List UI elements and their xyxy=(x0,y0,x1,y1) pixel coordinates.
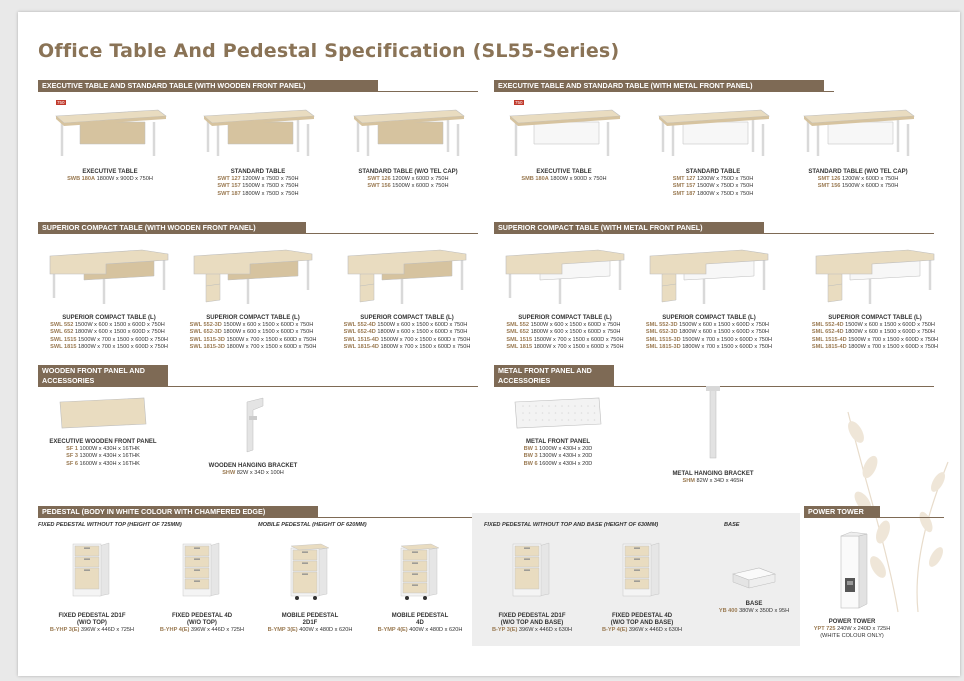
spec-row xyxy=(812,337,938,344)
power-tower-image xyxy=(802,530,902,615)
dimensions: 1800W x 600 x 1500 x 600D x 750H xyxy=(677,329,769,336)
compact-metal-item-1 xyxy=(636,240,782,353)
dimensions: 1800W x 600 x 1500 x 600D x 750H xyxy=(221,329,314,336)
spec-row xyxy=(788,176,928,183)
model-code: SWL 552 xyxy=(50,322,74,328)
dimensions: 1600W x 430H x 16THK xyxy=(77,460,140,467)
exec-wood-item-1-specs xyxy=(188,176,328,198)
pedestal-item-6-specs xyxy=(698,608,810,615)
dimensions: 1200W x 750D x 750H xyxy=(695,176,754,182)
wood-hanging-bracket xyxy=(198,396,308,477)
wood-front-panel xyxy=(38,396,168,470)
dimensions: 1800W x 750D x 750H xyxy=(695,190,754,197)
catalog-page xyxy=(18,12,960,676)
model-code: SML 1515-3D xyxy=(645,336,681,343)
spec-row xyxy=(364,627,476,634)
model-code: SMT 156 xyxy=(817,183,841,190)
spec-row xyxy=(643,176,783,183)
compact-metal-item-1-caption: SUPERIOR COMPACT TABLE (L) xyxy=(662,315,756,321)
spec-row xyxy=(344,337,471,344)
spec-row xyxy=(506,322,623,329)
model-code: SWT 127 xyxy=(217,176,241,182)
model-code: SML 1815-3D xyxy=(645,344,681,351)
exec-metal-item-2-image xyxy=(788,100,928,165)
spec-row xyxy=(190,337,317,344)
spec-row xyxy=(188,183,328,190)
dimensions: 1800W x 700 x 1500 x 600D x 750H xyxy=(532,344,624,351)
exec-metal-item-2-caption: STANDARD TABLE (W/O TEL CAP) xyxy=(808,169,908,175)
pedestal-subcaption-mobile: MOBILE PEDESTAL (HEIGHT OF 620MM) xyxy=(258,522,367,528)
wood-hanging-bracket-image xyxy=(198,396,308,459)
spec-row xyxy=(344,322,471,329)
model-code: SWL 1815 xyxy=(50,344,77,351)
spec-row xyxy=(66,461,140,468)
exec-wood-item-2-image xyxy=(338,100,478,165)
spec-row xyxy=(66,446,140,453)
power-tower-note: (WHITE COLOUR ONLY) xyxy=(820,633,884,640)
pedestal-item-2-subcaption: 2D1F xyxy=(302,620,318,626)
model-code: YB 400 xyxy=(718,608,738,614)
spec-row xyxy=(66,453,140,460)
dimensions: 1500W x 700 x 1500 x 600D x 750H xyxy=(224,336,317,343)
model-code: SWL 652 xyxy=(50,329,74,336)
spec-row xyxy=(658,478,768,485)
dimension-tag: 750 xyxy=(57,100,65,105)
pedestal-item-1-subcaption: (W/O TOP) xyxy=(187,620,217,626)
pedestal-item-3-specs xyxy=(364,627,476,634)
dimensions: 1800W x 700 x 1500 x 600D x 750H xyxy=(378,344,471,351)
model-code: B-YP 3(E) xyxy=(491,627,518,633)
model-code: SWT 157 xyxy=(217,183,241,190)
model-code: B-YMP 3(E) xyxy=(267,627,298,633)
dimensions: 1500W x 750D x 750H xyxy=(695,183,754,190)
dimensions: 1800W x 700 x 1500 x 600D x 750H xyxy=(224,344,317,351)
model-code: SML 652-3D xyxy=(645,329,678,336)
pedestal-item-4 xyxy=(476,540,588,634)
spec-row xyxy=(506,329,623,336)
model-code: B-YMP 4(E) xyxy=(377,627,408,633)
dimensions: 1800W x 750D x 750H xyxy=(240,190,299,197)
section-metal-panel: METAL FRONT PANEL AND ACCESSORIES xyxy=(494,365,614,386)
pedestal-item-3 xyxy=(364,540,476,634)
spec-row xyxy=(338,176,478,183)
compact-metal-item-2-caption: SUPERIOR COMPACT TABLE (L) xyxy=(828,315,922,321)
spec-row xyxy=(646,322,772,329)
dimensions: 1500W x 600 x 1500 x 600D x 750H xyxy=(677,322,769,328)
pedestal-item-0-image xyxy=(36,540,148,609)
spec-row xyxy=(524,446,593,453)
model-code: B-YP 4(E) xyxy=(601,627,628,633)
page-title: Office Table And Pedestal Specification (SL55-Series) xyxy=(38,40,620,62)
spec-row xyxy=(802,626,902,633)
dimensions: 1800W x 900D x 750H xyxy=(548,176,607,182)
model-code: SMT 126 xyxy=(817,176,841,182)
exec-wood-item-0-image xyxy=(40,100,180,165)
model-code: B-YHP 3(E) xyxy=(49,627,80,633)
model-code: SWL 552-3D xyxy=(189,322,222,328)
model-code: SWL 552-4D xyxy=(343,322,376,328)
dimensions: 1800W x 600 x 1500 x 600D x 750H xyxy=(843,329,935,336)
spec-row xyxy=(146,627,258,634)
model-code: SWT 187 xyxy=(217,190,241,197)
compact-metal-item-0 xyxy=(492,240,638,353)
model-code: BW 1 xyxy=(523,446,538,452)
spec-row xyxy=(338,183,478,190)
compact-metal-item-0-specs xyxy=(506,322,623,352)
compact-metal-item-1-image xyxy=(636,240,782,311)
compact-metal-item-2-specs xyxy=(812,322,938,352)
dimensions: 1500W x 600D x 750H xyxy=(840,183,899,190)
metal-hanging-bracket xyxy=(658,382,768,485)
metal-front-panel xyxy=(508,396,608,470)
spec-row xyxy=(198,470,308,477)
dimensions: 1200W x 750D x 750H xyxy=(240,176,299,182)
model-code: SF 3 xyxy=(66,453,78,460)
spec-row xyxy=(344,329,471,336)
metal-front-panel-caption: METAL FRONT PANEL xyxy=(526,439,590,445)
model-code: SML 1515 xyxy=(506,336,533,343)
dimensions: 1500W x 600 x 1500 x 600D x 750H xyxy=(529,322,621,328)
dimensions: 396W x 446D x 725H xyxy=(79,627,135,633)
section-wood-panel: WOODEN FRONT PANEL AND ACCESSORIES xyxy=(38,365,168,386)
spec-row xyxy=(698,608,810,615)
dimensions: 1500W x 600 x 1500 x 600D x 750H xyxy=(375,322,468,328)
compact-wood-item-0-image xyxy=(36,240,182,311)
spec-row xyxy=(50,344,168,351)
pedestal-item-4-subcaption: (W/O TOP AND BASE) xyxy=(500,620,564,626)
pedestal-item-1-image xyxy=(146,540,258,609)
pedestal-item-5 xyxy=(586,540,698,634)
metal-hanging-bracket-image xyxy=(658,382,768,467)
pedestal-item-4-image xyxy=(476,540,588,609)
dimensions: 1500W x 700 x 1500 x 600D x 750H xyxy=(378,336,471,343)
exec-metal-item-1-caption: STANDARD TABLE xyxy=(685,169,741,175)
pedestal-item-1-caption: FIXED PEDESTAL 4D xyxy=(171,613,233,619)
wood-hanging-bracket-caption: WOODEN HANGING BRACKET xyxy=(208,463,298,469)
pedestal-item-0 xyxy=(36,540,148,634)
spec-row xyxy=(344,344,471,351)
exec-wood-item-0-specs xyxy=(40,176,180,183)
exec-metal-item-1 xyxy=(643,100,783,198)
model-code: SMB 180A xyxy=(521,176,549,182)
model-code: SWL 1815-4D xyxy=(343,344,379,351)
exec-wood-item-2-specs xyxy=(338,176,478,191)
spec-row xyxy=(190,329,317,336)
model-code: SMT 127 xyxy=(672,176,696,182)
model-code: SML 652-4D xyxy=(811,329,844,336)
section-exec-wood: EXECUTIVE TABLE AND STANDARD TABLE (WITH WOODEN FRONT PANEL) xyxy=(38,80,378,91)
spec-row xyxy=(506,344,623,351)
pedestal-item-5-image xyxy=(586,540,698,609)
spec-row xyxy=(646,344,772,351)
model-code: SML 1815-4D xyxy=(811,344,847,351)
pedestal-subcaption-fixed: FIXED PEDESTAL WITHOUT TOP (HEIGHT OF 725MM) xyxy=(38,522,182,528)
spec-row xyxy=(812,329,938,336)
dimensions: 1500W x 600 x 1500 x 600D x 750H xyxy=(843,322,935,328)
pedestal-item-3-caption: MOBILE PEDESTAL xyxy=(391,613,449,619)
spec-row xyxy=(188,176,328,183)
dimensions: 1800W x 700 x 1500 x 600D x 750H xyxy=(680,344,773,351)
compact-wood-item-1-image xyxy=(180,240,326,311)
pedestal-item-6 xyxy=(698,540,810,615)
wood-hanging-bracket-specs xyxy=(198,470,308,477)
model-code: SWL 1515 xyxy=(50,336,77,343)
model-code: SML 552-4D xyxy=(811,322,844,328)
compact-wood-item-0-specs xyxy=(50,322,168,352)
dimensions: 1800W x 900D x 750H xyxy=(95,176,153,182)
spec-row xyxy=(788,183,928,190)
spec-row xyxy=(190,322,317,329)
compact-wood-item-2 xyxy=(334,240,480,353)
model-code: SWL 1515-4D xyxy=(343,336,379,343)
compact-wood-item-2-image xyxy=(334,240,480,311)
dimensions: 1300W x 430H x 16THK xyxy=(77,453,140,460)
model-code: SWT 126 xyxy=(367,176,391,182)
dimensions: 1500W x 600 x 1500 x 600D x 750H xyxy=(221,322,314,328)
model-code: SWT 156 xyxy=(367,183,391,190)
model-code: SWL 652-4D xyxy=(343,329,376,336)
section-compact-metal: SUPERIOR COMPACT TABLE (WITH METAL FRONT PANEL) xyxy=(494,222,764,233)
exec-wood-item-0-caption: EXECUTIVE TABLE xyxy=(82,169,138,175)
dimensions: 1800W x 600 x 1500 x 600D x 750H xyxy=(73,329,165,336)
model-code: SHM xyxy=(682,478,695,484)
model-code: B-YHP 4(E) xyxy=(159,627,190,633)
spec-row xyxy=(586,627,698,634)
spec-row xyxy=(50,329,168,336)
pedestal-item-4-specs xyxy=(476,627,588,634)
spec-row xyxy=(643,191,783,198)
exec-wood-item-1-image xyxy=(188,100,328,165)
model-code: SF 6 xyxy=(66,460,78,467)
dimensions: 240W x 240D x 725H xyxy=(835,626,891,632)
model-code: SMT 157 xyxy=(672,183,696,190)
section-power-tower: POWER TOWER xyxy=(804,506,880,517)
wood-front-panel-specs xyxy=(66,446,140,468)
dimensions: 1300W x 430H x 20D xyxy=(537,453,593,460)
model-code: SWL 1515-3D xyxy=(189,336,225,343)
metal-front-panel-image xyxy=(508,396,608,435)
spec-row xyxy=(524,461,593,468)
compact-wood-item-0 xyxy=(36,240,182,353)
spec-row xyxy=(476,627,588,634)
pedestal-item-0-specs xyxy=(36,627,148,634)
pedestal-item-1-specs xyxy=(146,627,258,634)
dimensions: 400W x 480D x 620H xyxy=(407,627,463,633)
dimensions: 1500W x 750D x 750H xyxy=(240,183,299,190)
pedestal-item-2-image xyxy=(254,540,366,609)
dimensions: 1800W x 600 x 1500 x 600D x 750H xyxy=(375,329,468,336)
pedestal-item-1 xyxy=(146,540,258,634)
pedestal-item-3-subcaption: 4D xyxy=(416,620,424,626)
dimensions: 380W x 350D x 95H xyxy=(737,608,790,614)
power-tower xyxy=(802,530,902,641)
exec-wood-item-2-caption: STANDARD TABLE (W/O TEL CAP) xyxy=(358,169,458,175)
compact-metal-item-0-image xyxy=(492,240,638,311)
pedestal-subcaption-base: BASE xyxy=(724,522,740,528)
model-code: BW 6 xyxy=(523,460,538,467)
dimensions: 1000W x 430H x 20D xyxy=(537,446,593,452)
dimensions: 1500W x 600D x 750H xyxy=(390,183,449,190)
compact-wood-item-1 xyxy=(180,240,326,353)
compact-metal-item-0-caption: SUPERIOR COMPACT TABLE (L) xyxy=(518,315,612,321)
dimensions: 400W x 480D x 620H xyxy=(297,627,353,633)
model-code: SWL 652-3D xyxy=(189,329,222,336)
exec-metal-item-0-image xyxy=(494,100,634,165)
metal-front-panel-specs xyxy=(524,446,593,468)
compact-wood-item-1-specs xyxy=(190,322,317,352)
exec-metal-item-0 xyxy=(494,100,634,183)
compact-metal-item-2-image xyxy=(802,240,948,311)
section-exec-metal: EXECUTIVE TABLE AND STANDARD TABLE (WITH METAL FRONT PANEL) xyxy=(494,80,824,91)
spec-row xyxy=(40,176,180,183)
spec-row xyxy=(254,627,366,634)
dimensions: 396W x 446D x 630H xyxy=(517,627,573,633)
model-code: SML 552-3D xyxy=(645,322,678,328)
exec-metal-item-2 xyxy=(788,100,928,191)
dimensions: 1800W x 600 x 1500 x 600D x 750H xyxy=(529,329,621,336)
compact-wood-item-0-caption: SUPERIOR COMPACT TABLE (L) xyxy=(62,315,156,321)
exec-wood-item-2 xyxy=(338,100,478,191)
power-tower-specs xyxy=(802,626,902,633)
dimensions: 1500W x 700 x 1500 x 600D x 750H xyxy=(532,336,624,343)
compact-wood-item-2-caption: SUPERIOR COMPACT TABLE (L) xyxy=(360,315,454,321)
model-code: SML 552 xyxy=(506,322,530,328)
dimensions: 1000W x 430H x 16THK xyxy=(77,446,140,452)
spec-row xyxy=(50,322,168,329)
spec-row xyxy=(494,176,634,183)
dimension-tag: 750 xyxy=(515,100,523,105)
dimensions: 1800W x 700 x 1500 x 600D x 750H xyxy=(76,344,168,351)
dimensions: 1800W x 700 x 1500 x 600D x 750H xyxy=(846,344,939,351)
power-tower-caption: POWER TOWER xyxy=(828,619,876,625)
metal-hanging-bracket-caption: METAL HANGING BRACKET xyxy=(672,471,754,477)
metal-hanging-bracket-specs xyxy=(658,478,768,485)
spec-row xyxy=(643,183,783,190)
dimensions: 1200W x 600D x 750H xyxy=(840,176,899,182)
dimensions: 1500W x 700 x 1500 x 600D x 750H xyxy=(76,336,168,343)
compact-wood-item-2-specs xyxy=(344,322,471,352)
spec-row xyxy=(188,191,328,198)
model-code: SML 652 xyxy=(506,329,530,336)
compact-wood-item-1-caption: SUPERIOR COMPACT TABLE (L) xyxy=(206,315,300,321)
exec-wood-item-0 xyxy=(40,100,180,183)
pedestal-item-4-caption: FIXED PEDESTAL 2D1F xyxy=(498,613,566,619)
exec-metal-item-0-caption: EXECUTIVE TABLE xyxy=(536,169,592,175)
wood-front-panel-image xyxy=(38,396,168,435)
dimensions: 82W x 34D x 100H xyxy=(235,470,284,476)
pedestal-item-2-specs xyxy=(254,627,366,634)
spec-row xyxy=(646,329,772,336)
dimensions: 396W x 446D x 725H xyxy=(189,627,245,633)
pedestal-item-5-subcaption: (W/O TOP AND BASE) xyxy=(610,620,674,626)
exec-metal-item-1-image xyxy=(643,100,783,165)
dimensions: 1500W x 600 x 1500 x 600D x 750H xyxy=(73,322,165,328)
dimensions: 82W x 34D x 465H xyxy=(694,478,744,484)
pedestal-item-5-caption: FIXED PEDESTAL 4D xyxy=(611,613,673,619)
exec-metal-item-0-specs xyxy=(494,176,634,183)
spec-row xyxy=(36,627,148,634)
spec-row xyxy=(190,344,317,351)
section-pedestal: PEDESTAL (BODY IN WHITE COLOUR WITH CHAMFERED EDGE) xyxy=(38,506,318,517)
model-code: SML 1815 xyxy=(506,344,533,351)
model-code: SHW xyxy=(222,470,236,476)
pedestal-item-0-caption: FIXED PEDESTAL 2D1F xyxy=(58,613,126,619)
spec-row xyxy=(646,337,772,344)
dimensions: 1500W x 700 x 1500 x 600D x 750H xyxy=(846,336,939,343)
spec-row xyxy=(50,337,168,344)
pedestal-subcaption-fixed_no_base: FIXED PEDESTAL WITHOUT TOP AND BASE (HEIGHT OF 630MM) xyxy=(484,522,659,528)
exec-wood-item-1 xyxy=(188,100,328,198)
compact-metal-item-2 xyxy=(802,240,948,353)
spec-row xyxy=(812,322,938,329)
compact-metal-item-1-specs xyxy=(646,322,772,352)
model-code: SML 1515-4D xyxy=(811,336,847,343)
wood-front-panel-caption: EXECUTIVE WOODEN FRONT PANEL xyxy=(49,439,157,445)
pedestal-item-5-specs xyxy=(586,627,698,634)
exec-metal-item-1-specs xyxy=(643,176,783,198)
dimensions: 396W x 446D x 630H xyxy=(627,627,683,633)
model-code: YPT 725 xyxy=(813,626,836,632)
spec-row xyxy=(812,344,938,351)
dimensions: 1200W x 600D x 750H xyxy=(390,176,449,182)
model-code: SMT 187 xyxy=(672,190,696,197)
model-code: SWB 180A xyxy=(67,176,96,182)
pedestal-item-6-image xyxy=(698,562,810,597)
pedestal-item-2-caption: MOBILE PEDESTAL xyxy=(281,613,339,619)
exec-metal-item-2-specs xyxy=(788,176,928,191)
exec-wood-item-1-caption: STANDARD TABLE xyxy=(230,169,286,175)
model-code: SWL 1815-3D xyxy=(189,344,225,351)
section-compact-wood: SUPERIOR COMPACT TABLE (WITH WOODEN FRONT PANEL) xyxy=(38,222,306,233)
pedestal-item-2 xyxy=(254,540,366,634)
model-code: BW 3 xyxy=(523,453,538,460)
pedestal-item-3-image xyxy=(364,540,476,609)
model-code: SF 1 xyxy=(66,446,78,452)
pedestal-item-0-subcaption: (W/O TOP) xyxy=(77,620,107,626)
spec-row xyxy=(506,337,623,344)
dimensions: 1600W x 430H x 20D xyxy=(537,460,593,467)
pedestal-item-6-caption: BASE xyxy=(745,601,763,607)
spec-row xyxy=(524,453,593,460)
dimensions: 1500W x 700 x 1500 x 600D x 750H xyxy=(680,336,773,343)
